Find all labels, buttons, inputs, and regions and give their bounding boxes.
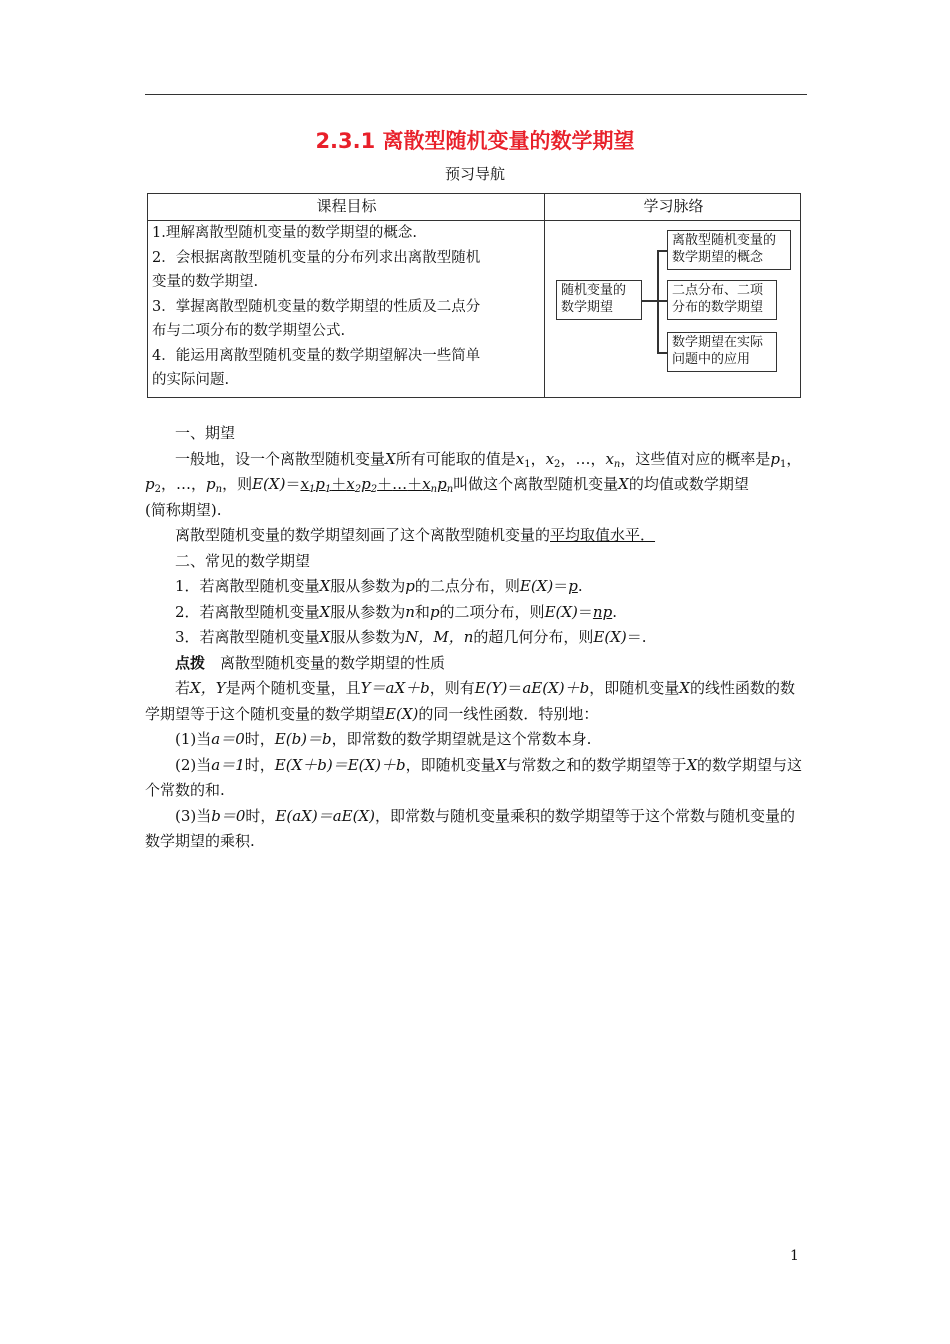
- text: 的线性函数的数学期望等于这个随机变量的数学期望: [145, 679, 795, 723]
- text: ，: [530, 449, 546, 468]
- text: 离散型随机变量的数学期望的性质: [220, 653, 446, 672]
- overview-table: [147, 193, 801, 398]
- math: a＝1: [211, 755, 245, 774]
- text: …: [176, 475, 191, 493]
- math: X: [679, 679, 690, 697]
- text: ，: [160, 475, 176, 493]
- goal-line: 变量的数学期望.: [152, 274, 259, 290]
- text: ＝: [553, 577, 569, 595]
- text: 的二点分布，则: [414, 577, 520, 595]
- math-sub: n: [215, 484, 223, 495]
- text: (1)当: [175, 730, 212, 748]
- math: aE(X)＋b: [522, 679, 590, 697]
- text: ＋: [331, 475, 347, 493]
- node-text: 二点分布、二项: [672, 283, 764, 298]
- node-text: 分布的数学期望: [672, 300, 764, 315]
- text: ，即随机变量: [589, 679, 680, 697]
- math: p: [437, 475, 447, 493]
- list-item: [145, 574, 809, 600]
- text: 叫做这个离散型随机变量: [453, 475, 619, 493]
- diagram-node-concept: [667, 230, 791, 270]
- text: ，则有: [429, 679, 475, 697]
- math: E(X): [252, 475, 286, 493]
- text: 与常数之和的数学期望等于: [506, 755, 687, 774]
- node-text: 随机变量的: [561, 283, 627, 298]
- text: 的同一线性函数．特别地：: [418, 704, 599, 723]
- goal-line: 的实际问题.: [152, 372, 230, 388]
- math: p: [145, 475, 155, 493]
- top-rule: [145, 94, 807, 95]
- text: 的数学期望与这个常数的和.: [145, 755, 803, 799]
- math: x: [605, 449, 614, 468]
- text: ，即常数与随机变量乘积的数学期望等于这个常数与随机变量的数学期望的乘积.: [145, 806, 795, 850]
- goal-line: 布与二项分布的数学期望公式.: [152, 323, 346, 339]
- answer-underline: p: [568, 577, 578, 595]
- math: E(X): [385, 704, 419, 723]
- goal-line: 1.理解离散型随机变量的数学期望的概念.: [152, 225, 417, 241]
- math: X: [618, 475, 629, 493]
- text: 时，: [244, 730, 275, 748]
- connector: [642, 300, 657, 302]
- math-sub: 1: [780, 458, 787, 470]
- math: p: [405, 577, 415, 595]
- text: 离散型随机变量的数学期望刻画了这个离散型随机变量的: [175, 526, 551, 544]
- answer-underline: np: [592, 602, 613, 621]
- node-text: 数学期望在实际: [672, 335, 764, 350]
- text: (3)当: [175, 806, 212, 825]
- text: ，即随机变量: [405, 755, 496, 774]
- text: 时，: [244, 755, 275, 774]
- text: 的二项分布，则: [439, 602, 545, 621]
- text: 的超几何分布，则: [473, 628, 594, 646]
- math: x: [346, 475, 355, 493]
- tip-label: 点拨: [175, 653, 206, 672]
- math-sub: 2: [354, 484, 362, 495]
- text: 所有可能取的值是: [395, 449, 516, 468]
- text: ，: [560, 449, 576, 468]
- math-sub: n: [430, 484, 438, 495]
- text: ，这些值对应的概率是: [620, 449, 771, 468]
- tip-intro: [145, 676, 809, 727]
- node-text: 数学期望: [561, 300, 614, 315]
- math: a＝0: [211, 730, 245, 748]
- concept-diagram: [546, 221, 801, 397]
- math: p: [206, 475, 216, 493]
- text: …: [575, 449, 591, 468]
- math: X: [495, 755, 507, 774]
- text: 服从参数为: [330, 577, 406, 595]
- section-heading: 二、常见的数学期望: [175, 551, 311, 570]
- section-heading: 一、期望: [175, 424, 236, 442]
- meaning-paragraph: [145, 523, 809, 549]
- math: x: [422, 475, 431, 493]
- property-case: [145, 804, 809, 855]
- text: 3．若离散型随机变量: [175, 628, 320, 646]
- math: x: [300, 475, 309, 493]
- text: .: [612, 602, 617, 621]
- math-sub: n: [446, 484, 454, 495]
- math-sub: 2: [554, 458, 561, 470]
- math: X: [319, 628, 331, 646]
- text: 1．若离散型随机变量: [175, 577, 320, 595]
- text: (2)当: [175, 755, 212, 774]
- math: X: [686, 755, 698, 774]
- text: ＋: [407, 475, 423, 493]
- math: N，M，n: [405, 628, 474, 646]
- math: E(aX)＝aE(X): [275, 806, 375, 825]
- diagram-node-distributions: [667, 280, 777, 320]
- math-sub: 2: [154, 484, 161, 495]
- list-item: [145, 600, 809, 626]
- math: p: [770, 449, 780, 468]
- math: E(X＋b)＝E(X)＋b: [274, 755, 406, 774]
- text: ，: [590, 449, 606, 468]
- page-number: 1: [790, 1248, 799, 1264]
- connector: [657, 300, 667, 302]
- text: 若: [175, 679, 191, 697]
- text: ，: [191, 475, 207, 493]
- math: Y＝aX＋b: [360, 679, 430, 697]
- text: ＝: [577, 602, 593, 621]
- answer-underline: 平均取值水平．: [550, 526, 656, 544]
- math-sub: 2: [370, 484, 378, 495]
- math: X: [319, 577, 331, 595]
- text: ，: [786, 449, 802, 468]
- text: ＝: [285, 475, 301, 493]
- text: ，则: [222, 475, 253, 493]
- text: ，即常数的数学期望就是这个常数本身.: [331, 730, 592, 748]
- text: …: [392, 475, 408, 493]
- connector: [657, 250, 667, 252]
- text: 2．若离散型随机变量: [175, 602, 320, 621]
- table-header-outline: 学习脉络: [643, 197, 704, 215]
- math-sub: n: [613, 458, 621, 470]
- math: E(b)＝b: [274, 730, 332, 748]
- diagram-root-node: [556, 280, 642, 320]
- connector: [657, 352, 667, 354]
- math: x: [515, 449, 525, 468]
- goal-list: [152, 221, 538, 393]
- page-title: 2.3.1 离散型随机变量的数学期望: [315, 129, 635, 153]
- text: 一般地，设一个离散型随机变量: [175, 449, 386, 468]
- text: 是两个随机变量，且: [225, 679, 361, 697]
- math: b＝0: [211, 806, 246, 825]
- math: X: [319, 602, 331, 621]
- body-text: [145, 421, 809, 855]
- text: 服从参数为: [330, 602, 406, 621]
- connector: [657, 250, 659, 353]
- goal-line: 2．会根据离散型随机变量的分布列求出离散型随机: [152, 249, 481, 266]
- property-case: [145, 727, 809, 753]
- math-sub: 1: [308, 484, 316, 495]
- expectation-formula: [300, 475, 453, 493]
- math: E(X): [544, 602, 578, 621]
- math: E(X): [593, 628, 627, 646]
- tip-heading: [145, 651, 809, 677]
- math: p: [315, 475, 325, 493]
- node-text: 离散型随机变量的: [672, 233, 777, 248]
- text: 服从参数为: [330, 628, 406, 646]
- property-case: [145, 753, 809, 804]
- goal-line: 3．掌握离散型随机变量的数学期望的性质及二点分: [152, 298, 481, 315]
- math: p: [361, 475, 371, 493]
- text: 和: [414, 602, 430, 621]
- math: E(X): [519, 577, 554, 595]
- table-header-goals: 课程目标: [316, 197, 377, 215]
- text: .: [641, 628, 647, 646]
- definition-paragraph: [145, 447, 809, 498]
- text: ＝: [626, 628, 642, 646]
- text: ＝: [507, 679, 523, 697]
- math: n: [405, 602, 415, 621]
- text: 的均值或数学期望: [628, 475, 749, 493]
- definition-note: (简称期望).: [145, 500, 222, 519]
- node-text: 问题中的应用: [672, 352, 751, 367]
- goal-line: 4．能运用离散型随机变量的数学期望解决一些简单: [152, 347, 481, 364]
- text: .: [577, 577, 583, 595]
- text: 时，: [245, 806, 276, 825]
- list-item: [145, 625, 809, 651]
- math: X，Y: [190, 679, 226, 697]
- math: x: [545, 449, 555, 468]
- diagram-node-application: [667, 332, 777, 372]
- math: p: [429, 602, 440, 621]
- subtitle: 预习导航: [444, 165, 505, 183]
- math-sub: 1: [524, 458, 531, 470]
- text: ＋: [377, 475, 393, 493]
- math: E(Y): [474, 679, 508, 697]
- math-sub: 1: [324, 484, 332, 495]
- table-divider: [544, 194, 545, 398]
- node-text: 数学期望的概念: [672, 250, 764, 265]
- math: X: [385, 449, 396, 468]
